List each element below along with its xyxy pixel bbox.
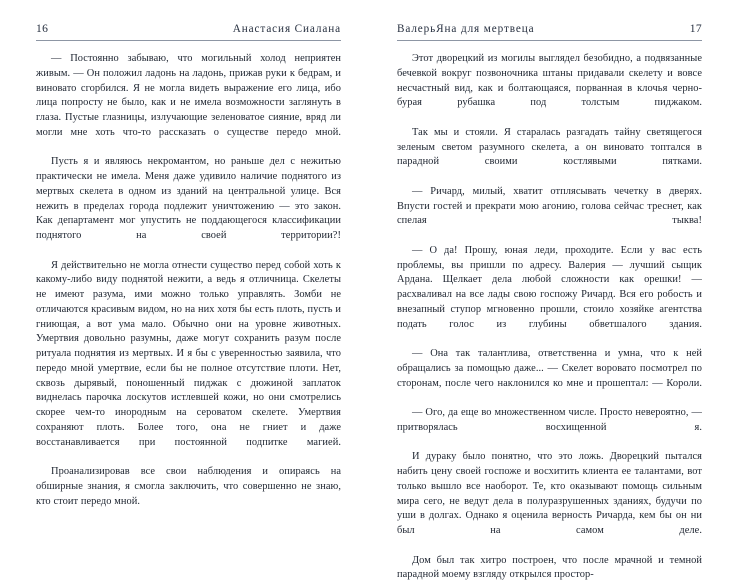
left-page-number: 16 — [36, 22, 48, 35]
left-page — [0, 0, 369, 540]
right-page — [369, 0, 738, 540]
paragraph: — О да! Прошу, юная леди, проходите. Если у вас есть проблемы, вы пришли по адресу. Валерия — лучший сыщик Ардана. Щелкает дела любой сложности как орешки! — расхваливал на все лады свою госпожу Ричард. Вся его робость и внезапный ступор мгновенно прошли, стоило хозяйке агентства подать голос из глубины обветшалого здания. — [397, 244, 702, 347]
right-page-body — [397, 52, 702, 583]
paragraph: Этот дворецкий из могилы выглядел безобидно, а подвязанные бечевкой вокруг позвоночника штаны придавали скелету и вовсе несчастный вид, как и болтающаяся, порванная в клочья черно-бурая рубашка под толстым пиджаком. — [397, 52, 702, 126]
paragraph: — Постоянно забываю, что могильный холод неприятен живым. — Он положил ладонь на ладонь, прижав руки к бедрам, и виновато сгорбился. Я не могла видеть выражение его лица, ибо лица попросту не было, как и не имела возможности заглянуть в глаза. Пустые глазницы, излучающие зеленоватое сияние, вряд ли могли мне хоть что-то рассказать о существе передо мной. — [36, 52, 341, 155]
paragraph: И дураку было понятно, что это ложь. Дворецкий пытался набить цену своей госпоже и восхитить клиента ее талантами, вот только вышло все наоборот. Те, кто оказывают помощь сильным мира сего, не ведут дела в полуразрушенных зданиях, будучи по уши в долгах. Однако я оценила верность Ричарда, кем бы он ни был на самом деле. — [397, 450, 702, 553]
right-running-head-title: ВалерьЯна для мертвеца — [397, 23, 535, 35]
left-running-head — [36, 22, 341, 37]
paragraph: Я действительно не могла отнести существо перед собой хоть к какому-либо виду поднятой нежити, а ведь я отличница. Скелеты не имеют разума, ими можно только управлять. Зомби не отличаются красивым видом, но на них хотя бы есть плоть, пусть и гниющая, а вот ума мало. Обычно они на уровне животных. Умертвия довольно разумны, даже могут сохранить разум после ритуала поднятия из мертвых. И я бы с уверенностью заявила, что передо мной умертвие, если бы не полное отсутствие плоти. Нет, сквозь дырявый, поношенный пиджак с дюжиной заплаток виднелась парочка лоскутов истлевшей кожи, но они смотрелись скорее чем-то инородным на сероватом скелете. Умертвия сохраняют плоть. Более того, она не гниет и даже восстанавливается при постоянной подпитке магией. — [36, 259, 341, 466]
paragraph: — Ричард, милый, хватит отплясывать чечетку в дверях. Впусти гостей и прекрати мою агонию, голова сейчас треснет, как спелая тыква! — [397, 185, 702, 244]
right-page-number: 17 — [690, 22, 702, 35]
paragraph: Дом был так хитро построен, что после мрачной и темной парадной моему взгляду открылся простор- — [397, 554, 702, 583]
paragraph: — Ого, да еще во множественном числе. Просто невероятно, — притворялась восхищенной я. — [397, 406, 702, 450]
paragraph: — Она так талантлива, ответственна и умна, что к ней обращались за помощью даже... — Скелет воровато посмотрел по сторонам, после чего наклонился ко мне и прошептал: — Короли. — [397, 347, 702, 406]
left-head-rule — [36, 40, 341, 41]
paragraph: Так мы и стояли. Я старалась разгадать тайну светящегося зеленым светом разумного скелета, а он виновато топтался в парадной своими костлявыми пятками. — [397, 126, 702, 185]
paragraph: Пусть я и являюсь некромантом, но раньше дел с нежитью практически не имела. Меня даже удивило наличие поднятого из мертвых скелета в одном из зданий на центральной улице. Вся нежить в пределах города подлежит уничтожению — это закон. Как департамент мог упустить не поддающегося классификации поднятого на своей территории?! — [36, 155, 341, 258]
paragraph: Проанализировав все свои наблюдения и опираясь на обширные знания, я смогла заключить, что совершенно не знаю, кто стоит передо мной. — [36, 465, 341, 509]
left-running-head-title: Анастасия Сиалана — [233, 23, 341, 35]
right-head-rule — [397, 40, 702, 41]
left-page-body — [36, 52, 341, 509]
right-running-head — [397, 22, 702, 37]
